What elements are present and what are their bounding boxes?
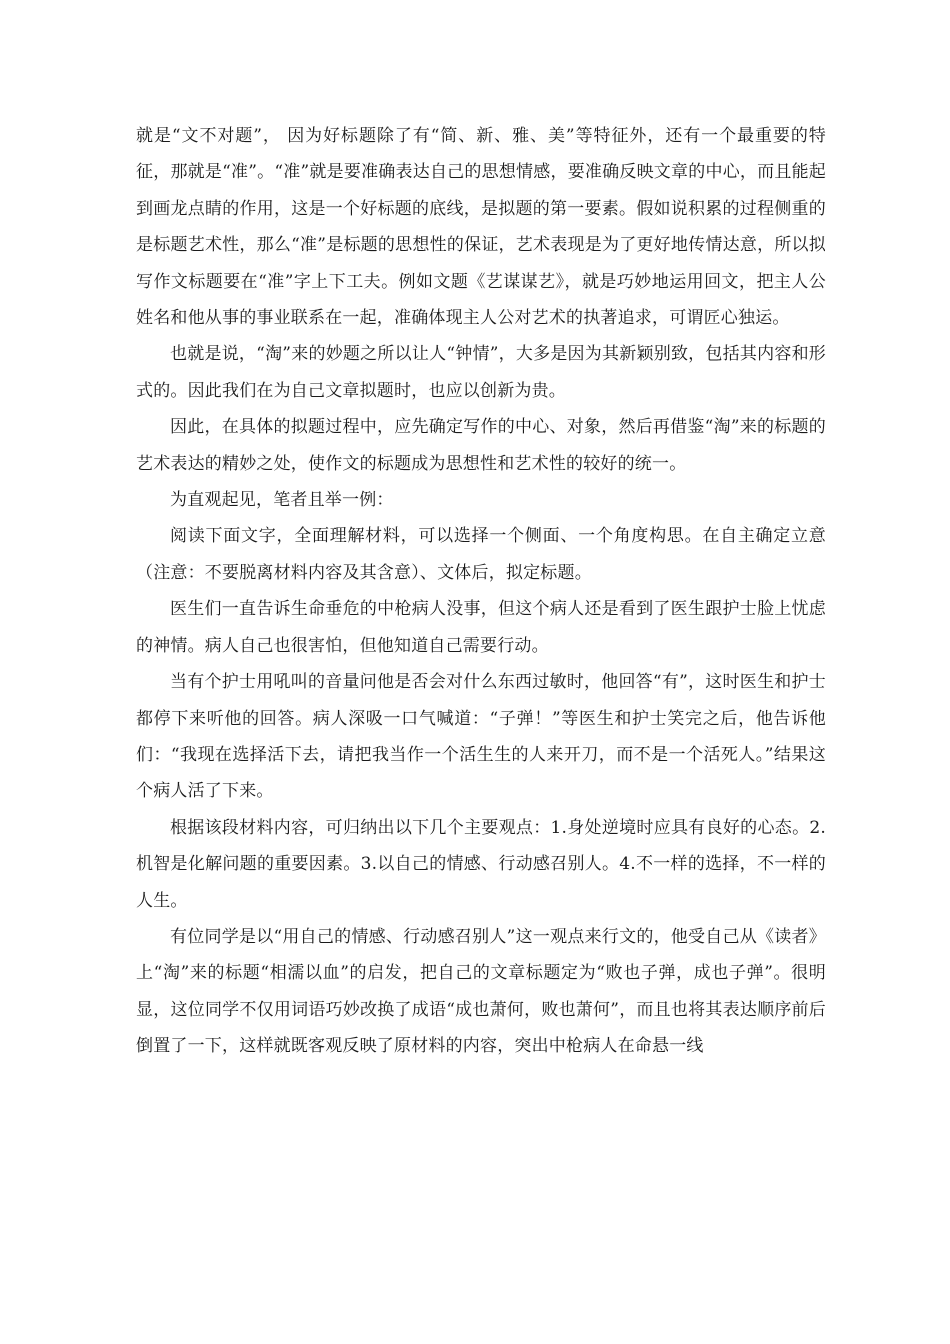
paragraph-5: 阅读下面文字，全面理解材料，可以选择一个侧面、一个角度构思。在自主确定立意（注意：不要脱离材料内容及其含意）、文体后，拟定标题。	[136, 526, 826, 583]
paragraph-7: 当有个护士用吼叫的音量问他是否会对什么东西过敏时，他回答“有”，这时医生和护士都停下来听他的回答。病人深吸一口气喊道：“子弹！”等医生和护士笑完之后，他告诉他们：“我现在选择活下去，请把我当作一个活生生的人来开刀，而不是一个活死人。”结果这个病人活了下来。	[136, 672, 826, 802]
paragraph-3: 因此，在具体的拟题过程中，应先确定写作的中心、对象，然后再借鉴“淘”来的标题的艺术表达的精妙之处，使作文的标题成为思想性和艺术性的较好的统一。	[136, 417, 826, 474]
paragraph-9: 有位同学是以“用自己的情感、行动感召别人”这一观点来行文的，他受自己从《读者》上“淘”来的标题“相濡以血”的启发，把自己的文章标题定为“败也子弹，成也子弹”。很明显，这位同学不仅用词语巧妙改换了成语“成也萧何，败也萧何”，而且也将其表达顺序前后倒置了一下，这样就既客观反映了原材料的内容，突出中枪病人在命悬一线	[136, 926, 826, 1057]
paragraph-1: 就是“文不对题”， 因为好标题除了有“简、新、雅、美”等特征外，还有一个最重要的特征，那就是“准”。“准”就是要准确表达自己的思想情感，要准确反映文章的中心，而且能起到画龙点睛的作用，这是一个好标题的底线，是拟题的第一要素。假如说积累的过程侧重的是标题艺术性，那么“准”是标题的思想性的保证，艺术表现是为了更好地传情达意，所以拟写作文标题要在“准”字上下工夫。例如文题《艺谋谋艺》，就是巧妙地运用回文，把主人公姓名和他从事的事业联系在一起，准确体现主人公对艺术的执著追求，可谓匠心独运。	[136, 126, 826, 329]
paragraph-4: 为直观起见，笔者且举一例：	[170, 490, 394, 511]
paragraph-6: 医生们一直告诉生命垂危的中枪病人没事，但这个病人还是看到了医生跟护士脸上忧虑的神情。病人自己也很害怕，但他知道自己需要行动。	[136, 599, 826, 656]
body-text	[136, 118, 826, 1065]
paragraph-8: 根据该段材料内容，可归纳出以下几个主要观点：1.身处逆境时应具有良好的心态。2.机智是化解问题的重要因素。3.以自己的情感、行动感召别人。4.不一样的选择，不一样的人生。	[136, 817, 826, 911]
paragraph-2: 也就是说，“淘”来的妙题之所以让人“钟情”，大多是因为其新颖别致，包括其内容和形式的。因此我们在为自己文章拟题时，也应以创新为贵。	[136, 344, 826, 401]
